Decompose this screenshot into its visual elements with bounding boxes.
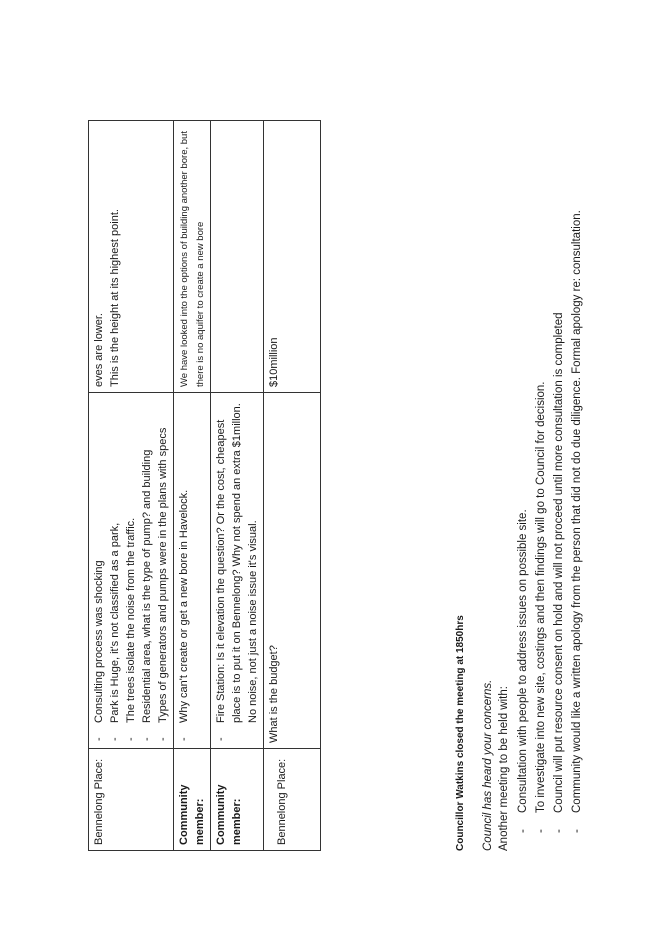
list-item: - Fire Station: Is it elevation the question? Or the cost, cheapest place is to put it on Bennelong? Why not spend an extra $1millon. No noise, not just a noise issue it's visual. bbox=[213, 398, 261, 723]
rotated-document-page bbox=[88, 15, 638, 851]
speaker-cell bbox=[174, 749, 211, 851]
response-cell bbox=[89, 121, 174, 393]
list-item: - Consultation with people to address issues on possible site. bbox=[514, 15, 532, 813]
response-text: $10million bbox=[268, 337, 280, 387]
comment-list bbox=[91, 398, 171, 743]
speaker-label: Community member: bbox=[178, 784, 206, 845]
speaker-cell bbox=[89, 749, 174, 851]
list-item: - To investigate into new site, costings and then findings will go to Council for decision. bbox=[532, 15, 550, 813]
table-row bbox=[264, 121, 321, 851]
table-row bbox=[174, 121, 211, 851]
comment-cell bbox=[264, 393, 321, 749]
speaker-label: Community member: bbox=[215, 784, 243, 845]
list-item: - The trees isolate the noise from the traffic. bbox=[123, 398, 139, 723]
response-cell bbox=[211, 121, 264, 393]
comment-list bbox=[176, 398, 192, 743]
council-statement bbox=[480, 680, 512, 851]
question-text: What is the budget? bbox=[268, 645, 280, 743]
response-cell bbox=[264, 121, 321, 393]
speaker-cell bbox=[264, 749, 321, 851]
list-item: - Community would like a written apology from the person that did not do due diligence. Formal apology re: consultation. bbox=[568, 15, 586, 813]
minutes-table bbox=[88, 120, 321, 851]
response-text: We have looked into the options of building another bore, but there is no aquifer to create a new bore bbox=[179, 131, 206, 387]
speaker-cell bbox=[211, 749, 264, 851]
table-row bbox=[89, 121, 174, 851]
list-item: - Council will put resource consent on hold and will not proceed until more consultation is completed bbox=[550, 15, 568, 813]
action-list bbox=[514, 15, 586, 851]
heard-concerns-text: Council has heard your concerns. bbox=[482, 679, 494, 851]
table-row bbox=[211, 121, 264, 851]
list-item: - Consulting process was shocking bbox=[91, 398, 107, 723]
speaker-label: Bennelong Place: bbox=[93, 758, 105, 845]
speaker-label: Bennelong Place: bbox=[276, 758, 288, 845]
comment-cell bbox=[211, 393, 264, 749]
list-item: - Why can't create or get a new bore in Havelock. bbox=[176, 398, 192, 723]
comment-cell bbox=[174, 393, 211, 749]
list-item: - Residential area, what is the type of pump? and building bbox=[139, 398, 155, 723]
list-item: - Park is Huge, it's not classified as a park, bbox=[107, 398, 123, 723]
response-text: eves are lower. This is the height at its highest point. bbox=[93, 209, 121, 387]
comment-cell bbox=[89, 393, 174, 749]
list-item: - Types of generators and pumps were in the plans with specs bbox=[155, 398, 171, 723]
response-cell bbox=[174, 121, 211, 393]
comment-list bbox=[213, 398, 261, 743]
meeting-closed-note: Councillor Watkins closed the meeting at 1850hrs bbox=[455, 615, 466, 851]
another-meeting-text: Another meeting to be held with: bbox=[498, 686, 510, 851]
